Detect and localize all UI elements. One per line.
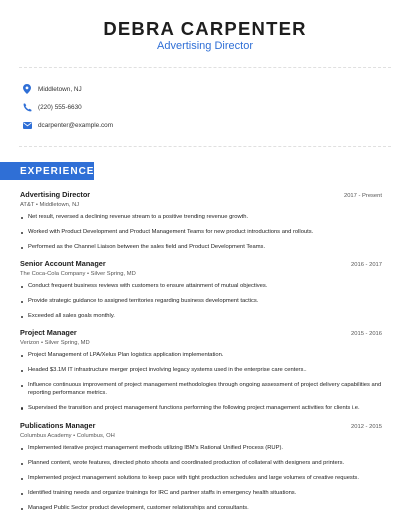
job-company: Verizon • Silver Spring, MD [20,340,90,346]
list-item: Conduct frequent business reviews with customers to ensure attainment of mutual objectives. [20,283,382,291]
contact-phone-text: (220) 555-6630 [38,103,82,111]
list-item: Managed Public Sector product development, customer relationships and consultants. [20,505,382,513]
job-dates: 2017 - Present [343,193,382,199]
job-title: Publications Manager [20,421,96,430]
list-item: Exceeded all sales goals monthly. [20,313,382,321]
list-item: Performed as the Channel Liaison between the sales field and Product Development Teams. [20,244,382,252]
job-company: The Coca-Cola Company • Silver Spring, MD [20,271,136,277]
list-item: Project Management of LPA/Xelus Plan logistics application implementation. [20,352,382,360]
candidate-name: DEBRA CARPENTER [103,18,307,39]
location-pin-icon [22,84,32,94]
divider [19,146,391,147]
job-dates: 2016 - 2017 [351,262,382,268]
job-title-heading: Advertising Director [157,40,253,52]
job-dates: 2015 - 2016 [351,331,382,337]
contact-email [22,118,113,132]
job-dates: 2012 - 2015 [351,424,382,430]
list-item: Implemented project management solutions to keep pace with tight production schedules and large volumes of creative requests. [20,475,382,483]
list-item: Planned content, wrote features, directed photo shoots and coordinated production of collateral with designers and printers. [20,460,382,468]
list-item: Net result, reversed a declining revenue stream to a positive trending revenue growth. [20,214,382,222]
contact-location-text: Middletown, NJ [38,85,82,93]
contact-location [22,82,82,96]
list-item: Worked with Product Development and Product Management Teams for new product introductions and rollouts. [20,229,382,237]
job-title: Advertising Director [20,190,91,199]
job-entry [20,190,382,259]
job-company: Columbus Academy • Columbus, OH [20,433,115,439]
job-title: Project Manager [20,328,77,337]
job-title: Senior Account Manager [20,259,106,268]
divider [19,67,391,68]
contact-phone [22,100,82,114]
phone-icon [22,102,32,112]
job-entry [20,259,382,328]
contact-email-text: dcarpenter@example.com [38,121,114,129]
list-item: Implemented iterative project management methods utilizing IBM's Rational Unified Process (RUP). [20,445,382,453]
list-item: Identified training needs and organize trainings for IRC and partner staffs in emergency health situations. [20,490,382,498]
list-item: Supervised the transition and project management functions performing the following project management activities for clients i.e. [20,405,382,413]
email-icon [22,120,32,130]
job-entry [20,421,382,520]
list-item: Influence continuous improvement of project management methodologies through ongoing assessment of project delivery capabilities and reporting performance metrics. [20,382,382,397]
job-company: AT&T • Middletown, NJ [20,202,80,208]
section-heading-experience: EXPERIENCE [0,162,94,180]
list-item: Provide strategic guidance to assigned territories regarding business development tactics. [20,298,382,306]
list-item: Headed $3.1M IT infrastructure merger project involving legacy systems used in the enterprise care centers.. [20,367,382,375]
job-entry [20,328,382,420]
